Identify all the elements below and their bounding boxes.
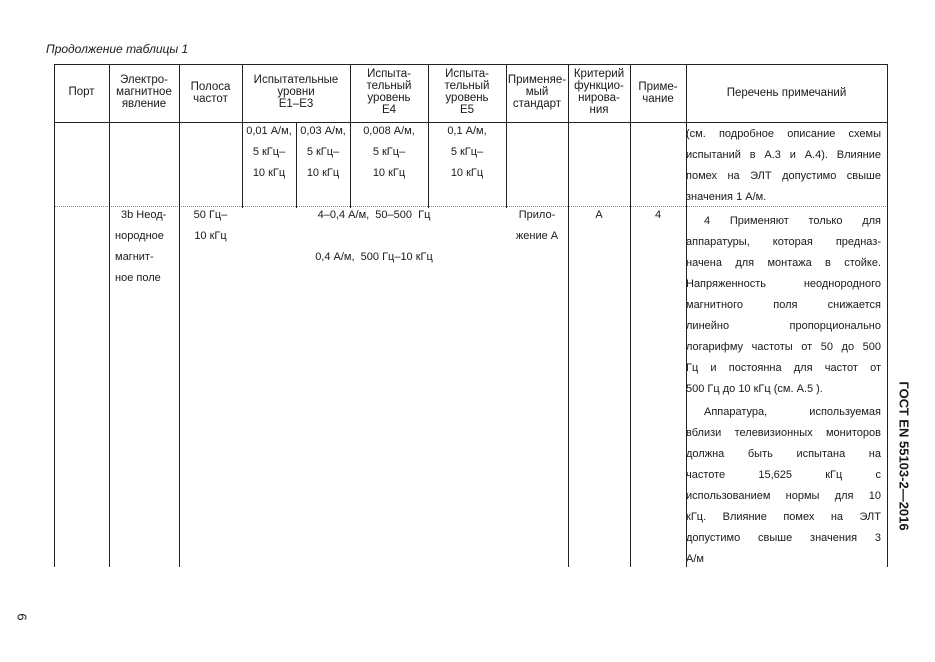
row2-band — [179, 205, 242, 247]
note-line: 4 Применяют только для — [704, 215, 881, 227]
header-e5 — [428, 68, 506, 116]
header-line: стандарт — [512, 98, 562, 110]
note-line: магнитного поля снижается — [686, 299, 881, 311]
cell-line: 50 Гц– — [193, 209, 228, 221]
cell-line: жение А — [515, 230, 559, 242]
cell-line: 10 кГц — [372, 167, 406, 179]
header-line: Испытательные — [253, 74, 339, 86]
header-port: Порт — [68, 86, 95, 98]
row1-e1e3-b — [296, 121, 350, 184]
header-criterion — [568, 68, 630, 116]
header-line: Полоса — [190, 81, 231, 93]
header-line: Применяе- — [507, 74, 567, 86]
header-e1e3 — [242, 74, 350, 110]
row1-notes — [686, 124, 881, 208]
header-line: E1–E3 — [278, 98, 314, 110]
col-border — [109, 64, 110, 567]
cell-line: 3b Неод- — [121, 209, 167, 221]
note-line: (см. подробное описание схемы — [686, 128, 881, 140]
row2-standard — [506, 205, 568, 247]
note-line: Аппаратура, используемая — [704, 406, 881, 418]
header-e4 — [350, 68, 428, 116]
cell-line: магнит- — [115, 251, 154, 263]
col-border — [54, 64, 55, 567]
row2-level-1: 4–0,4 А/м, 50–500 Гц — [317, 209, 431, 221]
header-phenomenon — [109, 74, 179, 110]
header-line: Испыта- — [367, 68, 411, 80]
header-line: чание — [642, 93, 674, 105]
note-line: вблизи телевизионных мониторов — [686, 427, 881, 439]
header-line: мый — [525, 86, 549, 98]
header-line: ния — [589, 104, 609, 116]
header-line: тельный — [444, 80, 490, 92]
note-line: использованием нормы для 10 — [686, 490, 881, 502]
cell-line: 0,03 А/м, — [300, 125, 346, 137]
note-line: начена для монтажа в стойке. — [686, 257, 881, 269]
header-line: Критерий — [573, 68, 625, 80]
cell-line: 10 кГц — [450, 167, 484, 179]
header-line: нирова- — [578, 92, 620, 104]
header-notes: Перечень примечаний — [726, 87, 847, 99]
header-line: Приме- — [638, 81, 678, 93]
row2-criterion: A — [595, 209, 603, 221]
cell-line: нородное — [115, 230, 164, 242]
header-band — [179, 81, 242, 105]
note-line: А/м — [686, 553, 704, 565]
note-line: должна быть испытана на — [686, 448, 881, 460]
note-line: линейно пропорционально — [686, 320, 881, 332]
col-border — [887, 64, 888, 567]
header-remark — [630, 81, 686, 105]
document-code: ГОСТ EN 55103-2—2016 — [896, 381, 912, 531]
header-standard — [506, 74, 568, 110]
note-line: частоте 15,625 кГц с — [686, 469, 881, 481]
cell-line: ное поле — [115, 272, 161, 284]
header-line: Электро- — [119, 74, 169, 86]
note-line: допустимо свыше значения 3 — [686, 532, 881, 544]
note-line: Гц и постоянна для частот от — [686, 362, 881, 374]
header-line: E4 — [381, 104, 397, 116]
cell-line: 5 кГц– — [306, 146, 340, 158]
cell-line: 5 кГц– — [372, 146, 406, 158]
header-line: явление — [121, 98, 167, 110]
cell-line: 0,1 А/м, — [447, 125, 487, 137]
note-4 — [686, 211, 881, 400]
cell-line: 5 кГц– — [450, 146, 484, 158]
note-5 — [686, 402, 881, 570]
note-line: кГц. Влияние помех на ЭЛТ — [686, 511, 881, 523]
row2-phenomenon — [115, 205, 177, 289]
note-line: логарифму частоты от 50 до 500 — [686, 341, 881, 353]
header-line: тельный — [366, 80, 412, 92]
row2-remark: 4 — [654, 209, 662, 221]
header-line: Испыта- — [445, 68, 489, 80]
cell-line: 0,01 А/м, — [246, 125, 292, 137]
note-line: испытаний в А.3 и А.4). Влияние — [686, 149, 881, 161]
note-line: аппаратуры, которая предназ- — [686, 236, 881, 248]
col-border — [568, 64, 569, 567]
row1-e4 — [350, 121, 428, 184]
row2-level-2: 0,4 А/м, 500 Гц–10 кГц — [315, 251, 433, 263]
cell-line: 5 кГц– — [252, 146, 286, 158]
header-line: функцио- — [574, 80, 624, 92]
col-border — [630, 64, 631, 567]
cell-line: 0,008 А/м, — [363, 125, 415, 137]
note-line: значения 1 А/м. — [686, 191, 767, 203]
cell-line: 10 кГц — [194, 230, 227, 242]
header-line: E5 — [459, 104, 475, 116]
header-line: магнитное — [116, 86, 172, 98]
note-line: помех на ЭЛТ допустимо свыше — [686, 170, 881, 182]
header-line: уровни — [277, 86, 315, 98]
header-line: частот — [193, 93, 228, 105]
cell-line: 10 кГц — [252, 167, 286, 179]
row1-e5 — [428, 121, 506, 184]
header-line: уровень — [445, 92, 489, 104]
cell-line: Прило- — [518, 209, 556, 221]
note-line: 500 Гц до 10 кГц (см. А.5 ). — [686, 383, 823, 395]
table-caption: Продолжение таблицы 1 — [46, 42, 189, 56]
cell-line: 10 кГц — [306, 167, 340, 179]
col-border — [179, 64, 180, 567]
note-line: Напряженность неоднородного — [686, 278, 881, 290]
header-line: уровень — [367, 92, 411, 104]
row1-e1e3-a — [242, 121, 296, 184]
page-number: 6 — [14, 613, 30, 621]
